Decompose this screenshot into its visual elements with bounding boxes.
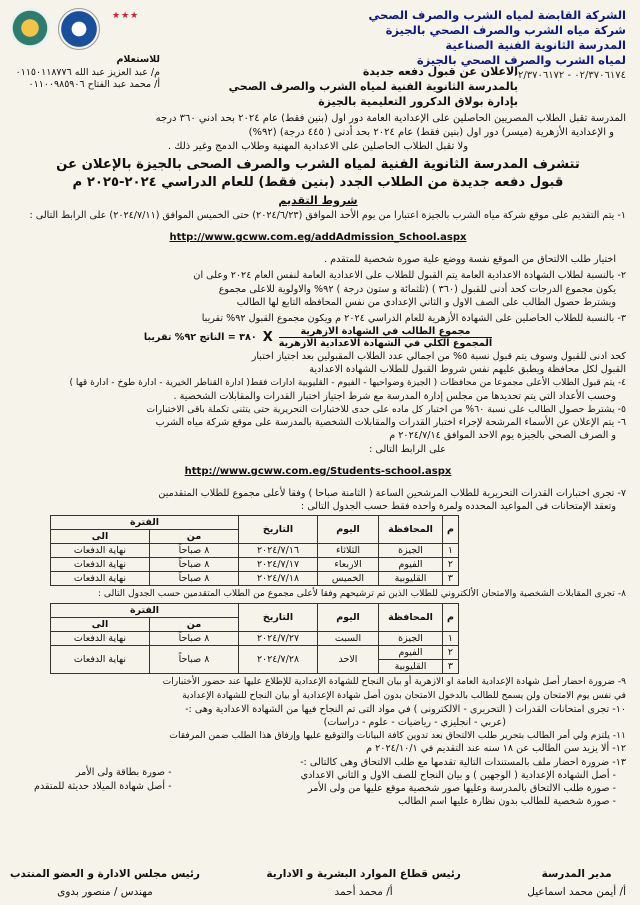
- cell: ٣: [443, 572, 459, 586]
- cell: ٨ صباحاً: [150, 646, 239, 674]
- cell: ٨ صباحاً: [150, 558, 239, 572]
- table-row: [51, 558, 459, 572]
- cell: ٢: [443, 558, 459, 572]
- col-header: التاريخ: [239, 604, 318, 632]
- cell: الفيوم: [379, 646, 443, 660]
- score-formula: [10, 326, 626, 349]
- announcement-line: بإدارة بولاق الدكرور التعليمية بالجيزة: [318, 95, 518, 108]
- table-row: [51, 572, 459, 586]
- item-4: ٤- يتم قبول الطلاب الأعلى مجموعا من محافظات ( الجيزة وضواحيها - الفيوم - القليوبية ادارات فقط( ادارة القناطر الخيرية - ادارة طوخ - ادارة قها ): [69, 377, 626, 388]
- signature-hr: [266, 865, 460, 901]
- item-2-line: ويشترط حصول الطالب على الصف الاول و الثاني الإعدادي من نفس المحافظه التابع لها الطالب: [236, 296, 616, 308]
- signature-title: رئيس قطاع الموارد البشرية و الادارية: [266, 868, 461, 880]
- cell: نهاية الدفعات: [51, 572, 150, 586]
- exam-schedule-table: [50, 515, 459, 586]
- item-6: ٦- يتم الإعلان عن الأسماء المرشحة لإجراء اختبار القدرات والمقابلات الشخصية بالمدرسة على موقع شركة مياه الشرب: [155, 417, 626, 429]
- item-9: ٩- ضرورة احضار أصل شهادة الإعدادية العامة او الازهرية أو بيان النجاح للشهادة الإعدادية للإطلاع عليها عند حضور الأختبارات: [162, 677, 626, 688]
- inquiry-label: للاستعلام: [116, 54, 160, 65]
- contact-line: م/ عبد العزيز عبد الله ٠١١٥٠١١٨٧٧٦: [15, 66, 160, 78]
- item-10: ١٠- تجرى امتحانات القدرات ( التحريرى - الالكترونى ) في مواد التى تم النجاح فيها من الشهادة الاعدادية وهى :-: [185, 703, 626, 715]
- cell: نهاية الدفعات: [51, 558, 150, 572]
- col-header: من: [150, 618, 239, 632]
- item-4-line: وحسب الأعداد التي يتم تحديدها من مجلس إدارة المدرسة مع شرط اجتياز اختبار القدرات والمقابلات الشخصية .: [173, 390, 616, 402]
- contact-line: أ/ محمد عبد الفتاح ٠١١٠٠٩٨٥٩٠٦: [28, 79, 160, 90]
- cell: نهاية الدفعات: [51, 632, 150, 646]
- intro-line: المدرسة تقبل الطلاب المصريين الحاصلين على الإعدادية العامة دور اول (بنين فقط) عام ٢٠٢٤ بحد ادني ٣٦٠ درجه: [155, 113, 626, 124]
- cell: ١: [443, 544, 459, 558]
- final-items: [10, 676, 626, 808]
- headline: [10, 156, 626, 192]
- signature-chairman: [10, 865, 200, 901]
- headline-line: تتشرف المدرسة الثانوية الفنية لمياه الشرب والصرف الصحى بالجيزة بالإعلان عن: [56, 157, 580, 172]
- item-5: ٥- يشترط حصول الطالب على نسبة ٦٠% من اختبار كل ماده على حدى للاختبارات التحريرية حتى يتثنى تكملة باقى الاختبارات: [146, 404, 626, 416]
- signature-title: رئيس مجلس الادارة و العضو المنتدب: [10, 868, 200, 880]
- school-logo-icon: [10, 8, 50, 48]
- org-line: لمياه الشرب والصرف الصحي بالجيزة: [416, 53, 626, 67]
- item-3-line: كحد ادنى للقبول وسوف يتم قبول نسبة ٥% من اجمالي عدد الطلاب المقبولين بعد اجتياز اختبار: [251, 351, 626, 363]
- cell: ٢٠٢٤/٧/٢٨: [239, 646, 318, 674]
- headline-line: قبول دفعه جديدة من الطلاب الجدد (بنين فقط) للعام الدراسي ٢٠٢٤-٢٠٢٥ م: [72, 175, 564, 190]
- col-header: الى: [51, 530, 150, 544]
- item-7-line: وتعقد الإمتحانات فى المواعيد المحدده ولمرة واحده فقط حسب الجدول التالى :: [300, 501, 616, 513]
- formula-fraction: [279, 326, 492, 349]
- item-13: ١٣- ضرورة احضار ملف بالمستندات التالية تقدمها مع طلب الالتحاق وهى كالتالى :-: [300, 756, 626, 768]
- signature-title: مدير المدرسة: [541, 868, 612, 880]
- item-9-line: في نفس يوم الامتحان ولن يسمح للطالب بالدخول الامتحان بدون أصل شهادة الإعدادية أو بيان النجاح للشهادة الإعدادية: [182, 690, 626, 701]
- item-6-line: على الرابط التالى :: [369, 443, 446, 455]
- results-link[interactable]: http://www.gcww.com.eg/Students-school.aspx: [184, 465, 452, 477]
- company-logo-icon: [58, 8, 100, 50]
- intro: [10, 112, 626, 154]
- cell: نهاية الدفعات: [51, 646, 150, 674]
- document-item: - صورة طلب الالتحاق بالمدرسة وعليها صور شخصية موقع عليها من ولى الأمر: [307, 783, 616, 795]
- org-line: المدرسة الثانوية الفنية الصناعية: [445, 38, 626, 52]
- document-item: - أصل الشهادة الإعدادية ( الوجهين ) و بيان النجاح للصف الاول و الثاني الاعدادي: [300, 769, 616, 781]
- item-10-subjects: (عربي - انجليزي - رياضيات - علوم - دراسات): [323, 717, 506, 729]
- intro-line: و الإعدادية الأزهرية (ميسر) دور اول (بنين فقط) عام ٢٠٢٤ بحد أدنى ( ٤٤٥ درجة) (٩٢%): [248, 127, 614, 138]
- item-6-line: و الصرف الصحي بالجيزة يوم الاحد الموافق ٢٠٢٤/٧/١٤ م: [389, 430, 616, 442]
- item-8: ٨- تجرى المقابلات الشخصية والامتحان الألكتروني للطلاب الذين تم ترشيحهم وفقا لأعلى مجموع من الطلاب المتقدمين حسب الجدول التالى :: [97, 589, 626, 600]
- table-row: [51, 632, 459, 646]
- cell: الاحد: [318, 646, 379, 674]
- cell: ٨ صباحاً: [150, 632, 239, 646]
- item-11: ١١- يلتزم ولي أمر الطالب بتحرير طلب الالتحاق بعد تدوين كافة البيانات والتوقيع عليها وإرفاق هذا الطلب ضمن المرفقات: [169, 730, 626, 742]
- signature-name: أ/ أيمن محمد اسماعيل: [527, 886, 626, 898]
- cell: القليوبية: [379, 572, 443, 586]
- cell: ٣: [443, 660, 459, 674]
- table-row: [51, 544, 459, 558]
- cell: الثلاثاء: [318, 544, 379, 558]
- org-line: الشركة القابضة لمياه الشرب والصرف الصحي: [368, 8, 626, 22]
- table-row: [51, 646, 459, 660]
- item-2: ٢- بالنسبة لطلاب الشهادة الاعدادية العامة يتم القبول للطلاب على الاعدادية العامة لنفس العام ٢٠٢٤ وعلى ان: [193, 270, 626, 282]
- item-1: ١- يتم التقديم على موقع شركة مياه الشرب بالجيزة اعتبارا من يوم الأحد الموافق (٢٠٢٤/٦/٢٣) حتى الخميس الموافق (٢٠٢٤/٧/١١) على الرابط التالى :: [29, 210, 626, 221]
- cell: الجيزة: [379, 544, 443, 558]
- cell: ٨ صباحاً: [150, 572, 239, 586]
- conditions-title: شروط التقديم: [278, 194, 358, 207]
- cell: الفيوم: [379, 558, 443, 572]
- stars-icon: ★★★: [112, 11, 140, 21]
- formula-times: X: [262, 330, 273, 346]
- col-header: المحافظة: [379, 516, 443, 544]
- formula-denominator: المجموع الكلي في الشهادة الاعدادية الازهرية: [278, 338, 493, 350]
- col-header: التاريخ: [239, 516, 318, 544]
- document-item: - صورة بطاقة ولى الأمر: [75, 767, 172, 779]
- col-header: م: [443, 516, 459, 544]
- table-header-row: [51, 604, 459, 618]
- formula-result: ٣٨٠ = الناتج ٩٢% تقريبا: [143, 332, 257, 344]
- cell: الجيزة: [379, 632, 443, 646]
- col-header: اليوم: [318, 516, 379, 544]
- col-header: الفترة: [51, 516, 239, 530]
- intro-line: ولا تقبل الطلاب الحاصلين على الاعدادية المهنية وطلاب الدمج وغير ذلك .: [167, 141, 469, 152]
- document-item: - أصل شهادة الميلاد حديثة للمتقدم: [34, 781, 172, 793]
- announcement-line: الاعلان عن قبول دفعه جديدة: [362, 65, 518, 78]
- col-header: الفترة: [51, 604, 239, 618]
- formula-numerator: مجموع الطالب في الشهادة الازهرية: [279, 326, 492, 338]
- col-header: من: [150, 530, 239, 544]
- contact-block: [10, 8, 160, 92]
- announcement-line: بالمدرسة الثانوية الفنية لمياه الشرب والصرف الصحي: [228, 80, 518, 93]
- cell: نهاية الدفعات: [51, 544, 150, 558]
- interview-schedule-table: [50, 603, 459, 674]
- cell: السبت: [318, 632, 379, 646]
- cell: ٢٠٢٤/٧/١٦: [239, 544, 318, 558]
- documents-left: [34, 766, 172, 794]
- phone-numbers: ٠٢/٣٧٠٦١٧٤ - ٠٢/٣٧٠٦١٧٢: [512, 70, 626, 81]
- cell: القليوبية: [379, 660, 443, 674]
- signatures: [10, 865, 626, 901]
- cell: ٢٠٢٤/٧/١٧: [239, 558, 318, 572]
- col-header: اليوم: [318, 604, 379, 632]
- item-2-line: يكون مجموع الدرجات كحد أدنى للقبول (٣٦٠ ) (ثلثمائة و ستون درجة ) ٩٢% والاولوية للاعلى مجموع: [218, 283, 616, 295]
- cell: الخميس: [318, 572, 379, 586]
- signature-principal: [527, 865, 626, 901]
- org-line: شركة مياه الشرب والصرف الصحي بالجيزة: [385, 23, 626, 37]
- table-header-row: [51, 516, 459, 530]
- col-header: المحافظة: [379, 604, 443, 632]
- item-1-note: اختيار طلب الالتحاق من الموقع نفسة ووضع علية صورة شخصية للمتقدم .: [324, 254, 616, 266]
- signature-name: أ/ محمد أحمد: [334, 886, 393, 898]
- cell: الاربعاء: [318, 558, 379, 572]
- item-3-line: القبول لكل محافظة ويطبق عليهم نفس شروط القبول للطلاب الشهادة الاعدادية: [309, 364, 626, 376]
- document-item: - صورة شخصية للطالب بدون نظارة عليها اسم الطالب: [398, 796, 616, 808]
- cell: ٢: [443, 646, 459, 660]
- col-header: الى: [51, 618, 150, 632]
- col-header: م: [443, 604, 459, 632]
- item-12: ١٢- ألا يزيد سن الطالب عن ١٨ سنه عند التقديم في ٢٠٢٤/١٠/١ م: [366, 743, 626, 755]
- item-7: ٧- تجرى اختبارات القدرات التحريرية للطلاب المرشحين الساعة ( الثامنة صباحا ) وفقا لأعلى مجموع للطلاب المتقدمين: [158, 487, 626, 499]
- cell: ٨ صباحاً: [150, 544, 239, 558]
- signature-name: مهندس / منصور بدوى: [57, 886, 153, 898]
- cell: ٢٠٢٤/٧/١٨: [239, 572, 318, 586]
- cell: ٢٠٢٤/٧/٢٧: [239, 632, 318, 646]
- item-3: ٣- بالنسبة للطلاب الحاصلين على الشهادة الأزهرية للعام الدراسي ٢٠٢٤ م ويكون مجموع القبول ٩٢% تقريبا: [201, 313, 626, 325]
- cell: ١: [443, 632, 459, 646]
- application-link[interactable]: http://www.gcww.com.eg/addAdmission_School.aspx: [169, 232, 467, 244]
